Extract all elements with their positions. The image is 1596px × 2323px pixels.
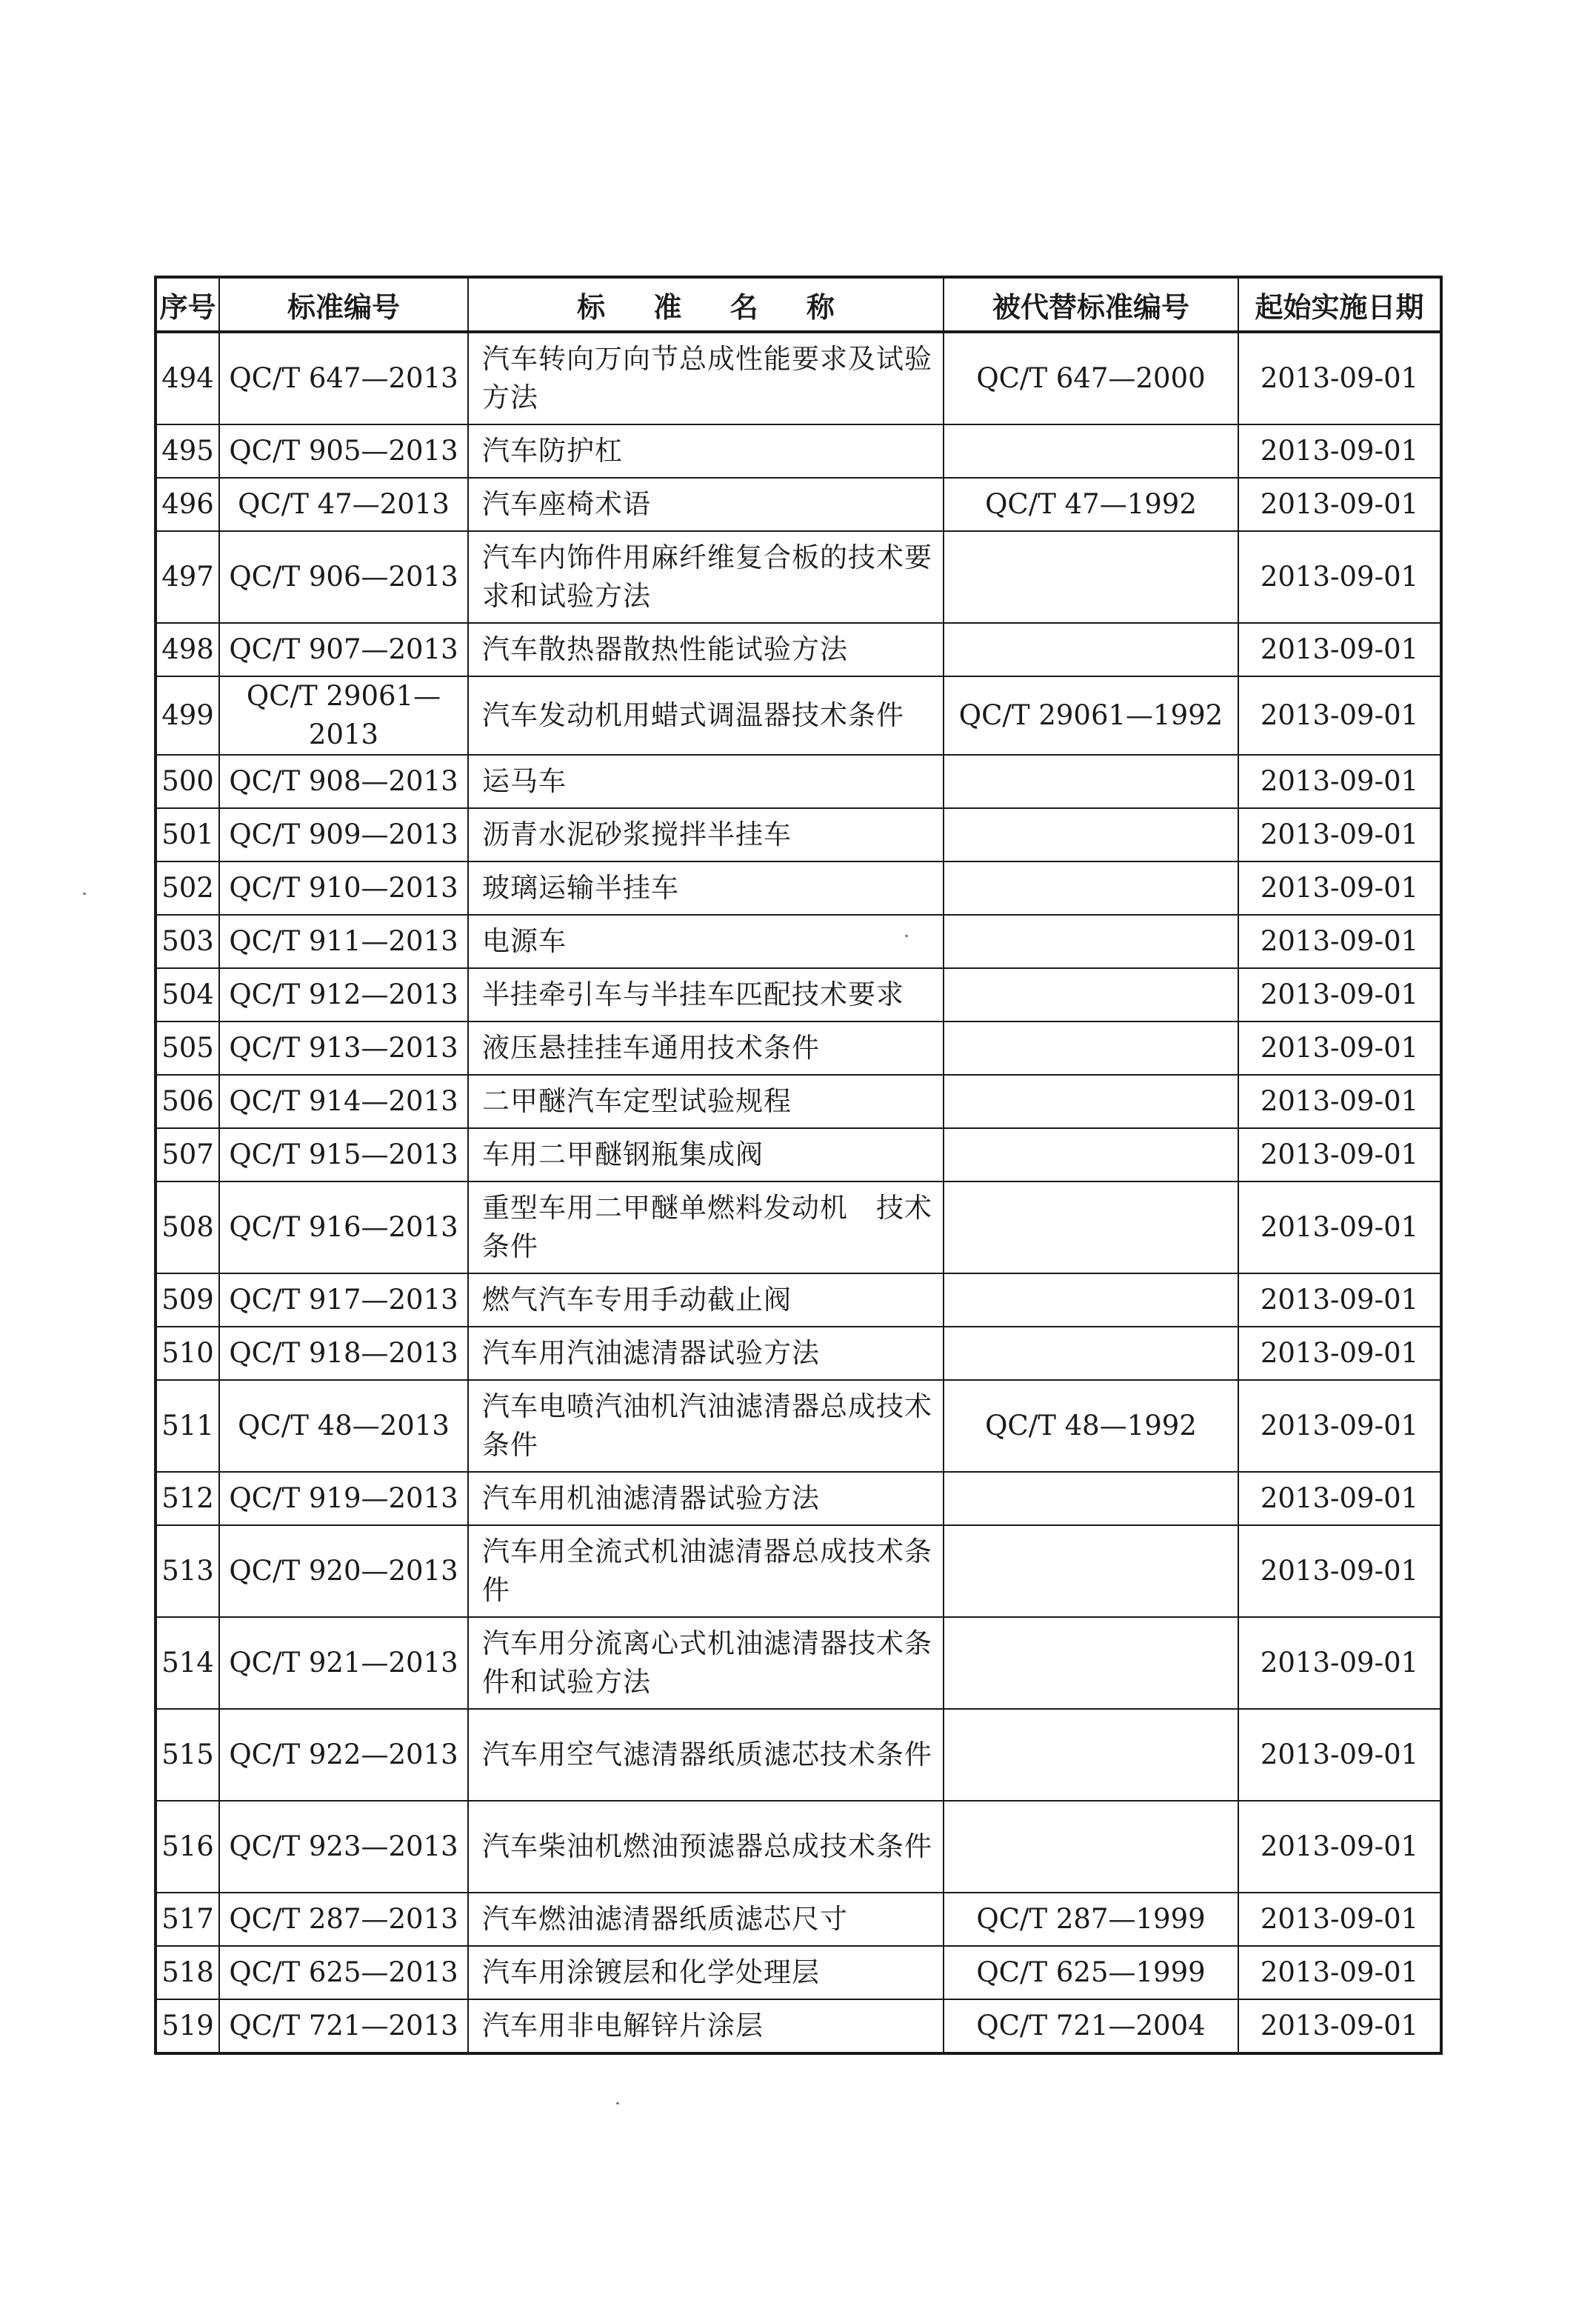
table-row [156,478,1441,531]
cell-serial-number: 509 [156,1273,219,1327]
cell-standard-code: QC/T 914—2013 [219,1075,468,1128]
cell-effective-date: 2013-09-01 [1238,1075,1441,1128]
table-row [156,623,1441,676]
cell-standard-code: QC/T 911—2013 [219,915,468,968]
cell-standard-name: 重型车用二甲醚单燃料发动机 技术条件 [468,1182,944,1273]
cell-effective-date: 2013-09-01 [1238,1946,1441,1999]
cell-standard-name: 汽车防护杠 [468,424,944,478]
cell-replaced-standard [944,424,1238,478]
table-row [156,1893,1441,1946]
cell-replaced-standard [944,1128,1238,1182]
cell-effective-date: 2013-09-01 [1238,1182,1441,1273]
table-row [156,861,1441,915]
table-row [156,808,1441,861]
cell-standard-code: QC/T 923—2013 [219,1801,468,1893]
cell-standard-name: 汽车座椅术语 [468,478,944,531]
cell-standard-name: 液压悬挂挂车通用技术条件 [468,1021,944,1075]
cell-replaced-standard [944,1617,1238,1709]
cell-replaced-standard [944,755,1238,808]
header-effective-date: 起始实施日期 [1238,277,1441,332]
table-row [156,1946,1441,1999]
cell-replaced-standard [944,1182,1238,1273]
table-row [156,1617,1441,1709]
cell-standard-name: 汽车用涂镀层和化学处理层 [468,1946,944,1999]
cell-effective-date: 2013-09-01 [1238,1709,1441,1801]
cell-replaced-standard [944,1021,1238,1075]
cell-serial-number: 507 [156,1128,219,1182]
cell-effective-date: 2013-09-01 [1238,1128,1441,1182]
cell-effective-date: 2013-09-01 [1238,478,1441,531]
cell-effective-date: 2013-09-01 [1238,1380,1441,1472]
cell-standard-code: QC/T 48—2013 [219,1380,468,1472]
cell-serial-number: 495 [156,424,219,478]
cell-effective-date: 2013-09-01 [1238,1617,1441,1709]
table-row [156,1380,1441,1472]
cell-serial-number: 497 [156,531,219,623]
cell-standard-name: 汽车内饰件用麻纤维复合板的技术要求和试验方法 [468,531,944,623]
cell-effective-date: 2013-09-01 [1238,968,1441,1021]
cell-standard-code: QC/T 921—2013 [219,1617,468,1709]
cell-standard-name: 汽车用非电解锌片涂层 [468,1999,944,2053]
cell-effective-date: 2013-09-01 [1238,332,1441,424]
cell-serial-number: 504 [156,968,219,1021]
scan-speck [616,2102,619,2104]
cell-effective-date: 2013-09-01 [1238,1801,1441,1893]
cell-standard-name: 运马车 [468,755,944,808]
cell-standard-name: 汽车发动机用蜡式调温器技术条件 [468,676,944,755]
cell-effective-date: 2013-09-01 [1238,1021,1441,1075]
cell-serial-number: 508 [156,1182,219,1273]
header-serial-number: 序号 [156,277,219,332]
cell-serial-number: 518 [156,1946,219,1999]
cell-standard-code: QC/T 908—2013 [219,755,468,808]
cell-serial-number: 513 [156,1525,219,1617]
table-row [156,1075,1441,1128]
cell-standard-name: 汽车用分流离心式机油滤清器技术条件和试验方法 [468,1617,944,1709]
cell-effective-date: 2013-09-01 [1238,915,1441,968]
cell-serial-number: 501 [156,808,219,861]
cell-effective-date: 2013-09-01 [1238,1273,1441,1327]
cell-standard-name: 玻璃运输半挂车 [468,861,944,915]
table-row [156,676,1441,755]
cell-serial-number: 512 [156,1472,219,1525]
cell-effective-date: 2013-09-01 [1238,623,1441,676]
cell-standard-name: 电源车 [468,915,944,968]
scan-speck [83,893,86,895]
cell-standard-code: QC/T 647—2013 [219,332,468,424]
cell-replaced-standard: QC/T 647—2000 [944,332,1238,424]
cell-replaced-standard [944,1273,1238,1327]
cell-standard-name: 二甲醚汽车定型试验规程 [468,1075,944,1128]
table-row [156,1182,1441,1273]
cell-standard-code: QC/T 721—2013 [219,1999,468,2053]
table-header-row [156,277,1441,332]
cell-standard-name: 汽车用汽油滤清器试验方法 [468,1327,944,1380]
cell-serial-number: 516 [156,1801,219,1893]
cell-serial-number: 494 [156,332,219,424]
cell-standard-name: 汽车电喷汽油机汽油滤清器总成技术条件 [468,1380,944,1472]
cell-replaced-standard: QC/T 47—1992 [944,478,1238,531]
cell-replaced-standard [944,915,1238,968]
cell-replaced-standard [944,623,1238,676]
cell-replaced-standard [944,1472,1238,1525]
cell-replaced-standard [944,1525,1238,1617]
cell-replaced-standard [944,861,1238,915]
cell-standard-name: 汽车用空气滤清器纸质滤芯技术条件 [468,1709,944,1801]
cell-replaced-standard [944,968,1238,1021]
cell-serial-number: 500 [156,755,219,808]
cell-standard-code: QC/T 913—2013 [219,1021,468,1075]
cell-effective-date: 2013-09-01 [1238,808,1441,861]
table-row [156,1709,1441,1801]
cell-standard-code: QC/T 917—2013 [219,1273,468,1327]
cell-serial-number: 498 [156,623,219,676]
cell-standard-name: 汽车燃油滤清器纸质滤芯尺寸 [468,1893,944,1946]
cell-effective-date: 2013-09-01 [1238,424,1441,478]
cell-standard-code: QC/T 922—2013 [219,1709,468,1801]
cell-standard-code: QC/T 919—2013 [219,1472,468,1525]
cell-effective-date: 2013-09-01 [1238,1893,1441,1946]
cell-replaced-standard: QC/T 48—1992 [944,1380,1238,1472]
cell-replaced-standard: QC/T 29061—1992 [944,676,1238,755]
cell-replaced-standard [944,1075,1238,1128]
table-row [156,1999,1441,2053]
cell-effective-date: 2013-09-01 [1238,1327,1441,1380]
table-row [156,755,1441,808]
cell-standard-code: QC/T 29061—2013 [219,676,468,755]
table-row [156,424,1441,478]
cell-standard-code: QC/T 47—2013 [219,478,468,531]
cell-standard-code: QC/T 906—2013 [219,531,468,623]
cell-replaced-standard [944,1327,1238,1380]
table-row [156,1801,1441,1893]
cell-serial-number: 503 [156,915,219,968]
cell-effective-date: 2013-09-01 [1238,1525,1441,1617]
cell-serial-number: 506 [156,1075,219,1128]
cell-standard-code: QC/T 915—2013 [219,1128,468,1182]
cell-standard-name: 汽车散热器散热性能试验方法 [468,623,944,676]
cell-effective-date: 2013-09-01 [1238,861,1441,915]
table-row [156,968,1441,1021]
cell-serial-number: 499 [156,676,219,755]
table-row [156,1327,1441,1380]
header-standard-name: 标 准 名 称 [468,277,944,332]
cell-standard-code: QC/T 912—2013 [219,968,468,1021]
cell-standard-code: QC/T 920—2013 [219,1525,468,1617]
cell-standard-code: QC/T 287—2013 [219,1893,468,1946]
cell-standard-code: QC/T 909—2013 [219,808,468,861]
cell-standard-name: 汽车用机油滤清器试验方法 [468,1472,944,1525]
table-row [156,1273,1441,1327]
cell-standard-code: QC/T 907—2013 [219,623,468,676]
table-row [156,531,1441,623]
table-row [156,1021,1441,1075]
cell-serial-number: 505 [156,1021,219,1075]
table-row [156,915,1441,968]
cell-standard-name: 汽车柴油机燃油预滤器总成技术条件 [468,1801,944,1893]
cell-standard-name: 汽车转向万向节总成性能要求及试验方法 [468,332,944,424]
table-row [156,1525,1441,1617]
cell-standard-name: 半挂牵引车与半挂车匹配技术要求 [468,968,944,1021]
cell-serial-number: 511 [156,1380,219,1472]
cell-effective-date: 2013-09-01 [1238,531,1441,623]
cell-replaced-standard: QC/T 625—1999 [944,1946,1238,1999]
cell-standard-name: 汽车用全流式机油滤清器总成技术条件 [468,1525,944,1617]
header-standard-code: 标准编号 [219,277,468,332]
cell-effective-date: 2013-09-01 [1238,1999,1441,2053]
standards-table [154,276,1443,2055]
cell-effective-date: 2013-09-01 [1238,1472,1441,1525]
cell-replaced-standard [944,1709,1238,1801]
cell-serial-number: 496 [156,478,219,531]
cell-effective-date: 2013-09-01 [1238,676,1441,755]
table-body [156,332,1441,2053]
header-replaced-standard: 被代替标准编号 [944,277,1238,332]
cell-standard-code: QC/T 918—2013 [219,1327,468,1380]
cell-serial-number: 514 [156,1617,219,1709]
scan-speck [905,935,908,937]
cell-serial-number: 510 [156,1327,219,1380]
cell-replaced-standard: QC/T 721—2004 [944,1999,1238,2053]
cell-effective-date: 2013-09-01 [1238,755,1441,808]
table-row [156,332,1441,424]
table-row [156,1472,1441,1525]
cell-standard-code: QC/T 905—2013 [219,424,468,478]
cell-replaced-standard [944,531,1238,623]
cell-standard-code: QC/T 910—2013 [219,861,468,915]
cell-serial-number: 502 [156,861,219,915]
cell-replaced-standard [944,808,1238,861]
cell-serial-number: 519 [156,1999,219,2053]
cell-standard-name: 车用二甲醚钢瓶集成阀 [468,1128,944,1182]
cell-serial-number: 515 [156,1709,219,1801]
cell-standard-code: QC/T 625—2013 [219,1946,468,1999]
cell-standard-code: QC/T 916—2013 [219,1182,468,1273]
cell-standard-name: 燃气汽车专用手动截止阀 [468,1273,944,1327]
cell-standard-name: 沥青水泥砂浆搅拌半挂车 [468,808,944,861]
table-row [156,1128,1441,1182]
cell-serial-number: 517 [156,1893,219,1946]
cell-replaced-standard [944,1801,1238,1893]
cell-replaced-standard: QC/T 287—1999 [944,1893,1238,1946]
